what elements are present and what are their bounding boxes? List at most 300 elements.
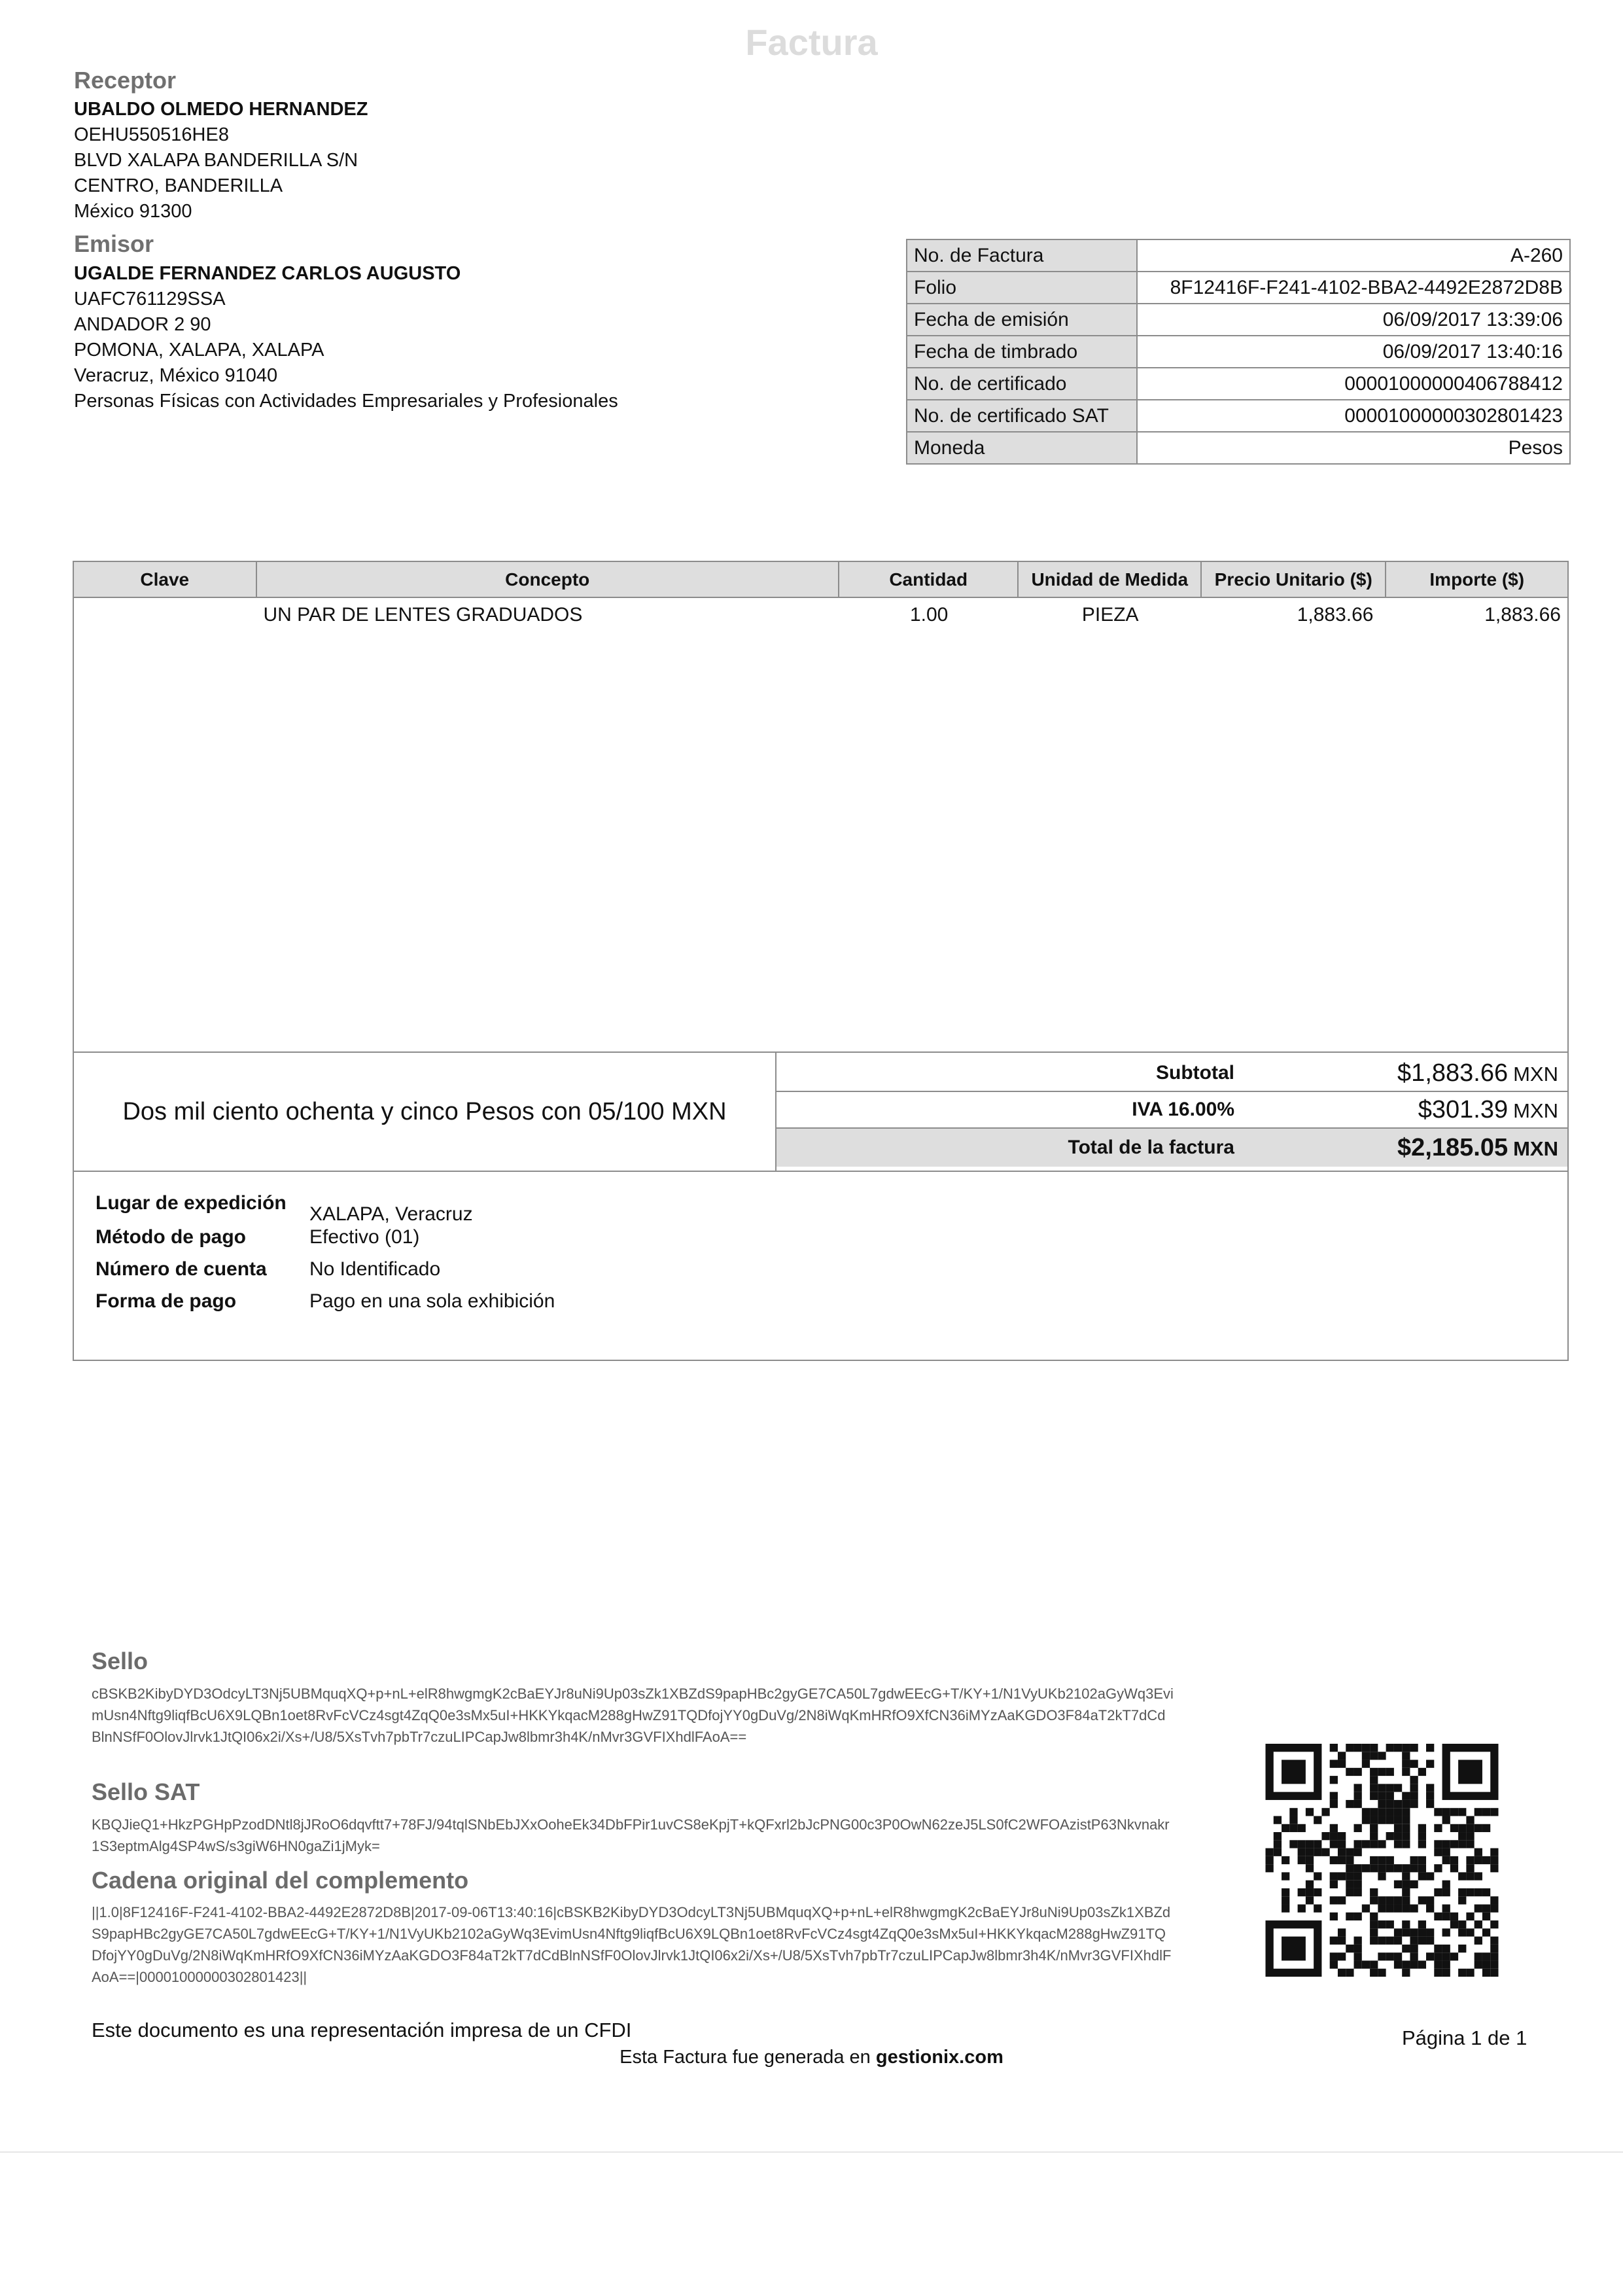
totals-section	[73, 1053, 1569, 1172]
qr-module	[1482, 1888, 1490, 1896]
totals-rows	[777, 1053, 1567, 1171]
info-value: 00001000000406788412	[1137, 368, 1570, 400]
qr-module	[1386, 1792, 1394, 1800]
subtotal-value-cell	[1248, 1059, 1567, 1087]
payment-row	[96, 1226, 1567, 1258]
qr-module	[1314, 1816, 1321, 1824]
qr-module	[1410, 1800, 1418, 1808]
info-value: 06/09/2017 13:39:06	[1137, 304, 1570, 336]
qr-module	[1402, 1896, 1410, 1904]
qr-module	[1394, 1816, 1402, 1824]
qr-module	[1442, 1856, 1450, 1864]
cell-concepto: UN PAR DE LENTES GRADUADOS	[263, 604, 583, 626]
qr-module	[1442, 1888, 1450, 1896]
generated-note	[0, 2047, 1623, 2068]
emisor-name: UGALDE FERNANDEZ CARLOS AUGUSTO	[74, 263, 461, 284]
qr-module	[1450, 1856, 1458, 1864]
qr-module	[1450, 1952, 1458, 1960]
qr-module	[1402, 1800, 1410, 1808]
qr-module	[1306, 1881, 1314, 1888]
qr-module	[1402, 1872, 1410, 1880]
total-value: $2,185.05	[1397, 1133, 1509, 1161]
info-label: Moneda	[907, 432, 1137, 464]
qr-module	[1394, 1864, 1402, 1872]
qr-module	[1402, 1760, 1410, 1768]
header-importe: Importe ($)	[1429, 569, 1525, 590]
qr-module	[1394, 1808, 1402, 1816]
cadena-heading: Cadena original del complemento	[92, 1867, 469, 1894]
qr-module	[1378, 1905, 1386, 1913]
qr-module	[1321, 1848, 1329, 1856]
qr-module	[1434, 1864, 1442, 1872]
subtotal-value: $1,883.66	[1397, 1059, 1509, 1087]
qr-module	[1330, 1856, 1338, 1864]
qr-module	[1402, 1816, 1410, 1824]
info-label: No. de certificado SAT	[907, 400, 1137, 432]
qr-module	[1346, 1768, 1353, 1776]
qr-module	[1426, 1792, 1434, 1800]
total-row	[777, 1129, 1567, 1167]
qr-module	[1442, 1945, 1450, 1952]
qr-module	[1402, 1864, 1410, 1872]
qr-module	[1394, 1800, 1402, 1808]
amount-in-words: Dos mil ciento ochenta y cinco Pesos con 05/100 MXN	[74, 1053, 777, 1171]
qr-module	[1386, 1800, 1394, 1808]
qr-module	[1442, 1808, 1450, 1816]
qr-module	[1418, 1832, 1426, 1840]
qr-module	[1378, 1816, 1386, 1824]
qr-module	[1282, 1760, 1306, 1784]
qr-module	[1282, 1905, 1289, 1913]
qr-module	[1410, 1905, 1418, 1913]
qr-module	[1442, 1960, 1450, 1968]
qr-module	[1394, 1881, 1402, 1888]
info-row	[907, 272, 1570, 304]
payment-label: Forma de pago	[96, 1290, 237, 1312]
qr-module	[1450, 1864, 1458, 1872]
qr-module	[1370, 1888, 1378, 1896]
info-row	[907, 400, 1570, 432]
qr-module	[1338, 1937, 1346, 1945]
qr-module	[1466, 1864, 1474, 1872]
payment-label: Número de cuenta	[96, 1258, 267, 1280]
qr-module	[1434, 1969, 1442, 1977]
qr-module	[1475, 1905, 1482, 1913]
qr-module	[1386, 1784, 1394, 1792]
qr-module	[1274, 1848, 1282, 1856]
qr-module	[1426, 1784, 1434, 1792]
info-row	[907, 432, 1570, 464]
qr-module	[1418, 1856, 1426, 1864]
qr-module	[1330, 1840, 1338, 1848]
qr-module	[1378, 1800, 1386, 1808]
qr-module	[1378, 1768, 1386, 1776]
header-cantidad: Cantidad	[839, 562, 1019, 597]
qr-module	[1410, 1864, 1418, 1872]
subtotal-row	[777, 1055, 1567, 1092]
qr-module	[1402, 1888, 1410, 1896]
qr-module	[1314, 1872, 1321, 1880]
qr-module	[1402, 1832, 1410, 1840]
qr-module	[1402, 1928, 1410, 1936]
qr-module	[1362, 1960, 1370, 1968]
qr-module	[1466, 1928, 1474, 1936]
qr-module	[1370, 1752, 1378, 1759]
qr-module	[1458, 1969, 1466, 1977]
qr-module	[1410, 1937, 1418, 1945]
qr-module	[1362, 1816, 1370, 1824]
qr-module	[1354, 1888, 1362, 1896]
cell-cantidad: 1.00	[909, 604, 949, 626]
qr-module	[1458, 1808, 1466, 1816]
receptor-address-line2: CENTRO, BANDERILLA	[74, 175, 283, 196]
qr-module	[1282, 1856, 1289, 1864]
qr-module	[1410, 1784, 1418, 1792]
qr-module	[1346, 1744, 1353, 1752]
qr-module	[1378, 1784, 1386, 1792]
qr-module	[1426, 1937, 1434, 1945]
total-label: Total de la factura	[1068, 1137, 1234, 1158]
qr-module	[1314, 1848, 1321, 1856]
qr-module	[1442, 1913, 1450, 1920]
info-value: 00001000000302801423	[1137, 400, 1570, 432]
qr-module	[1426, 1952, 1434, 1960]
qr-module	[1346, 1856, 1353, 1864]
qr-module	[1434, 1913, 1442, 1920]
qr-module	[1306, 1888, 1314, 1896]
qr-module	[1410, 1792, 1418, 1800]
qr-module	[1458, 1920, 1466, 1928]
qr-module	[1458, 1840, 1466, 1848]
qr-module	[1354, 1881, 1362, 1888]
receptor-rfc: OEHU550516HE8	[74, 124, 229, 145]
qr-module	[1330, 1896, 1338, 1904]
info-row	[907, 304, 1570, 336]
qr-module	[1475, 1808, 1482, 1816]
qr-module	[1330, 1872, 1338, 1880]
qr-module	[1274, 1840, 1282, 1848]
qr-module	[1434, 1840, 1442, 1848]
qr-module	[1450, 1840, 1458, 1848]
qr-module	[1466, 1888, 1474, 1896]
qr-module	[1482, 1856, 1490, 1864]
qr-module	[1338, 1969, 1346, 1977]
qr-module	[1386, 1768, 1394, 1776]
qr-module	[1402, 1840, 1410, 1848]
qr-module	[1370, 1928, 1378, 1936]
emisor-block	[74, 261, 618, 414]
qr-module	[1338, 1832, 1346, 1840]
info-label: Folio	[907, 272, 1137, 304]
qr-module	[1394, 1896, 1402, 1904]
currency-label: MXN	[1513, 1137, 1558, 1160]
emisor-regimen: Personas Físicas con Actividades Empresariales y Profesionales	[74, 391, 618, 412]
qr-module	[1386, 1832, 1394, 1840]
qr-module	[1378, 1856, 1386, 1864]
qr-module	[1370, 1824, 1378, 1832]
qr-module	[1266, 1864, 1274, 1872]
qr-module	[1362, 1808, 1370, 1816]
qr-module	[1458, 1832, 1466, 1840]
qr-module	[1298, 1840, 1306, 1848]
qr-module	[1402, 1905, 1410, 1913]
qr-module	[1490, 1905, 1498, 1913]
qr-module	[1362, 1760, 1370, 1768]
qr-module	[1362, 1744, 1370, 1752]
qr-module	[1442, 1928, 1450, 1936]
qr-module	[1338, 1848, 1346, 1856]
cell-clave	[74, 598, 257, 632]
generated-prefix: Esta Factura fue generada en	[620, 2047, 871, 2068]
qr-module	[1346, 1888, 1353, 1896]
invoice-info-table	[906, 239, 1571, 465]
qr-module	[1442, 1905, 1450, 1913]
qr-code	[1264, 1744, 1500, 1977]
qr-module	[1354, 1848, 1362, 1856]
qr-module	[1370, 1856, 1378, 1864]
qr-module	[1386, 1905, 1394, 1913]
qr-module	[1402, 1768, 1410, 1776]
qr-module	[1418, 1928, 1426, 1936]
qr-module	[1490, 1864, 1498, 1872]
qr-module	[1442, 1952, 1450, 1960]
qr-module	[1386, 1808, 1394, 1816]
sello-sat-text: KBQJieQ1+HkzPGHpPzodDNtl8jJRoO6dqvftt7+78FJ/94tqlSNbEbJXxOoheEk34DbFPir1uvCS8eKpjT+kQFxrl2bJcPNG00c3P0OwN62zeJ5LS0fC2WFOAzistP63Nkvnakr1S3eptmAlg4SP4wS/s3giW6HN0gaZi1jMyk=	[92, 1816, 1170, 1854]
qr-module	[1482, 1808, 1490, 1816]
qr-module	[1362, 1905, 1370, 1913]
qr-module	[1346, 1848, 1353, 1856]
qr-module	[1490, 1920, 1498, 1928]
qr-module	[1282, 1937, 1306, 1961]
qr-module	[1386, 1856, 1394, 1864]
qr-module	[1338, 1896, 1346, 1904]
qr-module	[1482, 1969, 1490, 1977]
qr-module	[1306, 1848, 1314, 1856]
qr-module	[1289, 1824, 1297, 1832]
qr-module	[1458, 1928, 1466, 1936]
qr-module	[1362, 1752, 1370, 1759]
qr-module	[1426, 1800, 1434, 1808]
info-label: No. de Factura	[907, 239, 1137, 272]
qr-module	[1410, 1776, 1418, 1784]
qr-module	[1378, 1920, 1386, 1928]
qr-module	[1354, 1784, 1362, 1792]
qr-module	[1418, 1960, 1426, 1968]
qr-module	[1410, 1960, 1418, 1968]
qr-module	[1394, 1784, 1402, 1792]
qr-module	[1370, 1920, 1378, 1928]
qr-module	[1330, 1776, 1338, 1784]
qr-module	[1442, 1816, 1450, 1824]
qr-module	[1338, 1840, 1346, 1848]
qr-module	[1330, 1800, 1338, 1808]
qr-module	[1386, 1920, 1394, 1928]
cfdi-note: Este documento es una representación impresa de un CFDI	[92, 2019, 632, 2041]
qr-module	[1378, 1969, 1386, 1977]
qr-module	[1475, 1960, 1482, 1968]
table-row	[74, 598, 1567, 632]
qr-module	[1410, 1928, 1418, 1936]
qr-module	[1442, 1881, 1450, 1888]
qr-module	[1354, 1840, 1362, 1848]
qr-module	[1434, 1888, 1442, 1896]
qr-module	[1475, 1888, 1482, 1896]
qr-module	[1298, 1824, 1306, 1832]
qr-module	[1402, 1792, 1410, 1800]
qr-module	[1330, 1881, 1338, 1888]
qr-module	[1410, 1952, 1418, 1960]
cadena-text: ||1.0|8F12416F-F241-4102-BBA2-4492E2872D8B|2017-09-06T13:40:16|cBSKB2KibyDYD3OdcyLT3Nj5UBMquqXQ+p+nL+elR8hwgmgK2cBaEYJr8uNi9Up03sZk1XBZdS9papHBc2gyGE7CA50L7gdwEEcG+T/KY+1/N1VyUKb2102aGyWq3EvimUsn4Nftg9liqfBcU6X9LQBn1oet8RvFcVCz4sgt4ZqQ0e3sMx5uI+HKKYkqacM288gHwZ91TQDfojYY0gDuVg/2N8iWqKmHRfO9XfCN36iMYzAaKGDO3F84aT2kT7dCdBlnNSfF0OlovJlrvk1JtQI06x2i/Xs+/U8/5XsTvh7pbTr7czuLIPCapJw8lbmr3h4K/nMvr3GVFIXhdlFAoA==|00001000000302801423||	[92, 1904, 1172, 1985]
items-table	[73, 561, 1569, 1053]
qr-module	[1482, 1960, 1490, 1968]
qr-module	[1466, 1856, 1474, 1864]
qr-module	[1490, 1969, 1498, 1977]
qr-module	[1282, 1824, 1289, 1832]
currency-label: MXN	[1513, 1099, 1558, 1122]
qr-module	[1410, 1881, 1418, 1888]
payment-row	[96, 1258, 1567, 1290]
qr-module	[1426, 1905, 1434, 1913]
qr-module	[1490, 1848, 1498, 1856]
qr-module	[1354, 1960, 1362, 1968]
qr-module	[1450, 1913, 1458, 1920]
qr-module	[1426, 1744, 1434, 1752]
qr-module	[1450, 1824, 1458, 1832]
qr-module	[1402, 1881, 1410, 1888]
qr-module	[1418, 1768, 1426, 1776]
qr-module	[1378, 1808, 1386, 1816]
qr-module	[1402, 1920, 1410, 1928]
info-value: Pesos	[1137, 432, 1570, 464]
qr-module	[1370, 1776, 1378, 1784]
receptor-address-line1: BLVD XALAPA BANDERILLA S/N	[74, 150, 358, 171]
qr-module	[1370, 1937, 1378, 1945]
qr-module	[1386, 1816, 1394, 1824]
qr-module	[1346, 1969, 1353, 1977]
info-label: Fecha de timbrado	[907, 336, 1137, 368]
qr-module	[1466, 1913, 1474, 1920]
qr-module	[1402, 1808, 1410, 1816]
qr-module	[1346, 1881, 1353, 1888]
qr-module	[1314, 1840, 1321, 1848]
qr-module	[1410, 1945, 1418, 1952]
payment-value: Efectivo (01)	[309, 1226, 420, 1248]
qr-module	[1338, 1872, 1346, 1880]
qr-module	[1386, 1864, 1394, 1872]
qr-module	[1434, 1848, 1442, 1856]
page-number: Página 1 de 1	[1402, 2026, 1527, 2049]
qr-module	[1266, 1856, 1274, 1864]
qr-module	[1354, 1864, 1362, 1872]
qr-module	[1346, 1800, 1353, 1808]
qr-module	[1394, 1952, 1402, 1960]
qr-module	[1426, 1760, 1434, 1768]
qr-module	[1338, 1856, 1346, 1864]
receptor-block	[74, 97, 368, 224]
qr-module	[1346, 1913, 1353, 1920]
qr-module	[1354, 1800, 1362, 1808]
payment-value: No Identificado	[309, 1258, 441, 1280]
qr-module	[1338, 1952, 1346, 1960]
qr-module	[1362, 1864, 1370, 1872]
info-value: 06/09/2017 13:40:16	[1137, 336, 1570, 368]
qr-module	[1378, 1896, 1386, 1904]
qr-module	[1370, 1792, 1378, 1800]
qr-module	[1354, 1824, 1362, 1832]
emisor-address-line1: ANDADOR 2 90	[74, 314, 211, 335]
qr-module	[1314, 1888, 1321, 1896]
qr-module	[1490, 1808, 1498, 1816]
cell-unidad: PIEZA	[1081, 604, 1139, 626]
qr-module	[1386, 1744, 1394, 1752]
qr-module	[1466, 1816, 1474, 1824]
iva-value: $301.39	[1418, 1095, 1509, 1123]
qr-module	[1434, 1952, 1442, 1960]
qr-module	[1346, 1864, 1353, 1872]
qr-module	[1289, 1840, 1297, 1848]
info-row	[907, 239, 1570, 272]
emisor-rfc: UAFC761129SSA	[74, 289, 226, 309]
cell-importe: 1,883.66	[1484, 604, 1561, 626]
qr-module	[1378, 1752, 1386, 1759]
qr-module	[1394, 1824, 1402, 1832]
info-row	[907, 368, 1570, 400]
qr-module	[1321, 1832, 1329, 1840]
qr-module	[1482, 1928, 1490, 1936]
generated-site: gestionix.com	[875, 2047, 1003, 2068]
qr-module	[1434, 1960, 1442, 1968]
qr-module	[1378, 1872, 1386, 1880]
qr-module	[1370, 1969, 1378, 1977]
qr-module	[1402, 1945, 1410, 1952]
qr-module	[1458, 1896, 1466, 1904]
qr-module	[1378, 1840, 1386, 1848]
total-value-cell	[1248, 1134, 1567, 1162]
qr-module	[1330, 1937, 1338, 1945]
qr-module	[1458, 1872, 1466, 1880]
qr-module	[1386, 1896, 1394, 1904]
qr-module	[1330, 1952, 1338, 1960]
sello-text: cBSKB2KibyDYD3OdcyLT3Nj5UBMquqXQ+p+nL+elR8hwgmgK2cBaEYJr8uNi9Up03sZk1XBZdS9papHBc2gyGE7CA50L7gdwEEcG+T/KY+1/N1VyUKb2102aGyWq3EvimUsn4Nftg9liqfBcU6X9LQBn1oet8RvFcVCz4sgt4ZqQ0e3sMx5uI+HKKYkqacM288gHwZ91TQDfojYY0gDuVg/2N8iWqKmHRfO9XfCN36iMYzAaKGDO3F84aT2kT7dCdBlnNSfF0OlovJlrvk1JtQI06x2i/Xs+/U8/5XsTvh7pbTr7czuLIPCapJw8lbmr3h4K/nMvr3GVFIXhdlFAoA==	[92, 1686, 1174, 1745]
subtotal-label: Subtotal	[1156, 1062, 1234, 1084]
qr-module	[1370, 1913, 1378, 1920]
qr-module	[1370, 1864, 1378, 1872]
qr-module	[1266, 1848, 1274, 1856]
qr-module	[1466, 1872, 1474, 1880]
qr-module	[1490, 1952, 1498, 1960]
qr-module	[1314, 1905, 1321, 1913]
qr-module	[1274, 1832, 1282, 1840]
qr-module	[1475, 1824, 1482, 1832]
qr-module	[1338, 1752, 1346, 1759]
qr-module	[1370, 1808, 1378, 1816]
qr-module	[1475, 1937, 1482, 1945]
emisor-heading: Emisor	[74, 230, 154, 257]
header-precio: Precio Unitario ($)	[1202, 562, 1387, 597]
qr-module	[1321, 1808, 1329, 1816]
qr-module	[1354, 1744, 1362, 1752]
qr-module	[1298, 1888, 1306, 1896]
qr-module	[1370, 1960, 1378, 1968]
qr-module	[1306, 1840, 1314, 1848]
document-title: Factura	[745, 22, 878, 63]
qr-module	[1482, 1952, 1490, 1960]
qr-module	[1386, 1937, 1394, 1945]
qr-module	[1426, 1896, 1434, 1904]
cell-precio: 1,883.66	[1297, 604, 1374, 626]
qr-module	[1370, 1744, 1378, 1752]
qr-module	[1418, 1824, 1426, 1832]
